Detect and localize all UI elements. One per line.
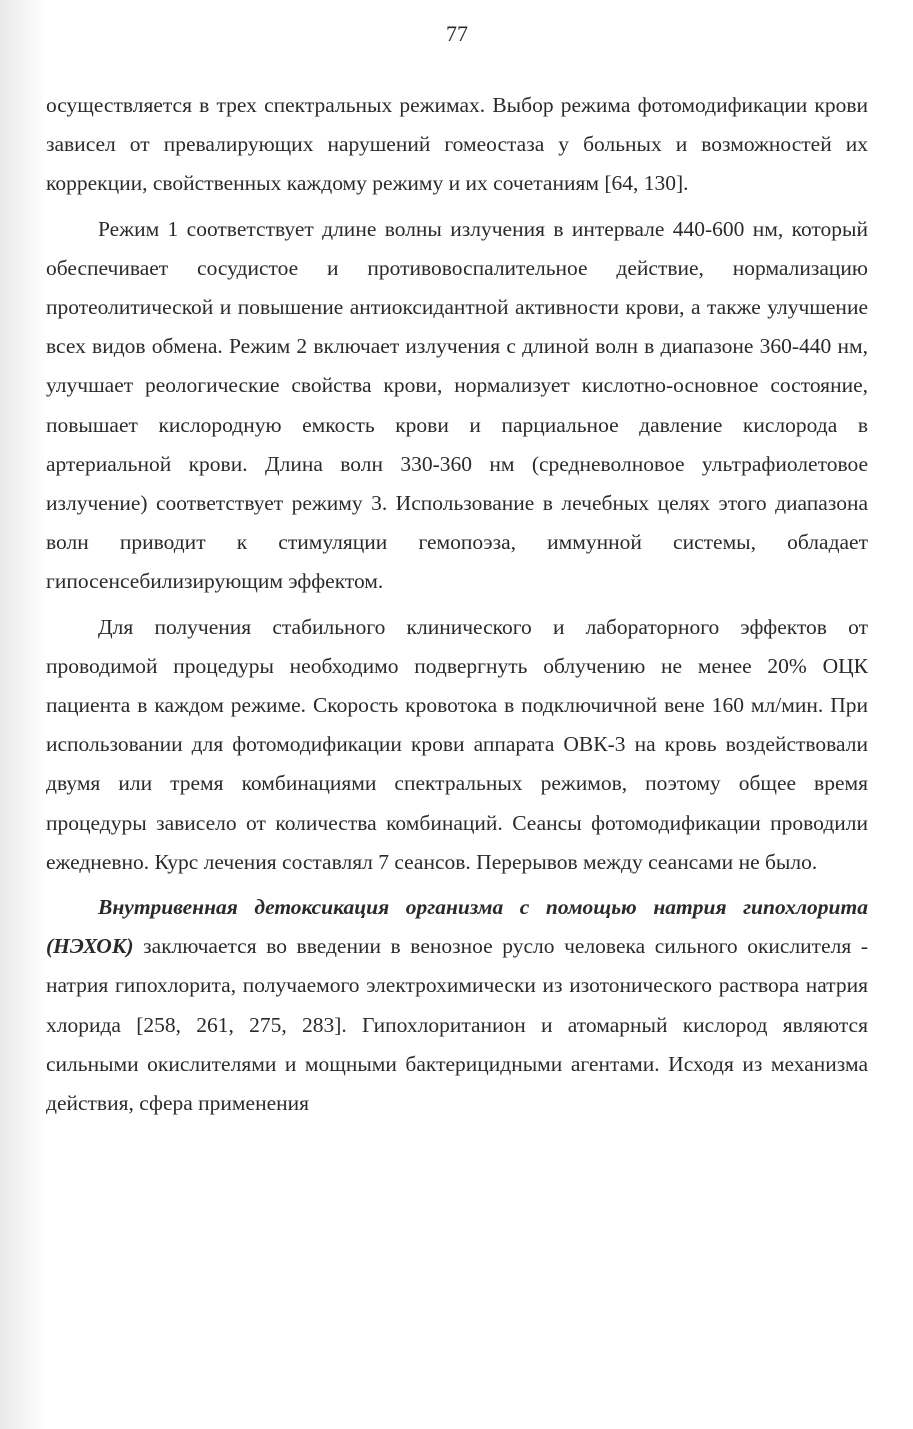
paragraph-1: осуществляется в трех спектральных режимах. Выбор режима фотомодификации крови зависел от превалирующих нарушений гомеостаза у больных и возможностей их коррекции, свойственных каждому режиму и их сочетаниям [64, 130]. [46, 93, 868, 196]
paragraph-2: Режим 1 соответствует длине волны излучения в интервале 440-600 нм, который обеспечивает сосудистое и противовоспалительное действие, нормализацию протеолитической и повышение антиоксидантной активности крови, а также улучшение всех видов обмена. Режим 2 включает излучения с длиной волн в диапазоне 360-440 нм, улучшает реологические свойства крови, нормализует кислотно-основное состояние, повышает кислородную емкость крови и парциальное давление кислорода в артериальной крови. Длина волн 330-360 нм (средневолновое ультрафиолетовое излучение) соответствует режиму 3. Использование в лечебных целях этого диапазона волн приводит к стимуляции гемопоэза, иммунной системы, обладает гипосенсебилизирующим эффектом. [46, 216, 868, 594]
page-number: 77 [446, 21, 468, 46]
paragraph-4 [46, 888, 868, 1123]
body-text [46, 86, 868, 1123]
scan-edge-shadow [0, 0, 46, 1429]
paragraph-4-text: заключается во введении в венозное русло человека сильного окислителя - натрия гипохлорита, получаемого электрохимически из изотонического раствора натрия хлорида [258, 261, 275, 283]. Гипохлоританион и атомарный кислород являются сильными окислителями и мощными бактерицидными агентами. Исходя из механизма действия, сфера применения [46, 934, 868, 1116]
document-page [46, 0, 868, 1429]
paragraph-4-term: Внутривенная детоксикация организма с помощью натрия гипохлорита (НЭХОК) [46, 895, 868, 959]
paragraph-3: Для получения стабильного клинического и лабораторного эффектов от проводимой процедуры необходимо подвергнуть облучению не менее 20% ОЦК пациента в каждом режиме. Скорость кровотока в подключичной вене 160 мл/мин. При использовании для фотомодификации крови аппарата ОВК-3 на кровь воздействовали двумя или тремя комбинациями спектральных режимов, поэтому общее время процедуры зависело от количества комбинаций. Сеансы фотомодификации проводили ежедневно. Курс лечения составлял 7 сеансов. Перерывов между сеансами не было. [46, 614, 868, 874]
